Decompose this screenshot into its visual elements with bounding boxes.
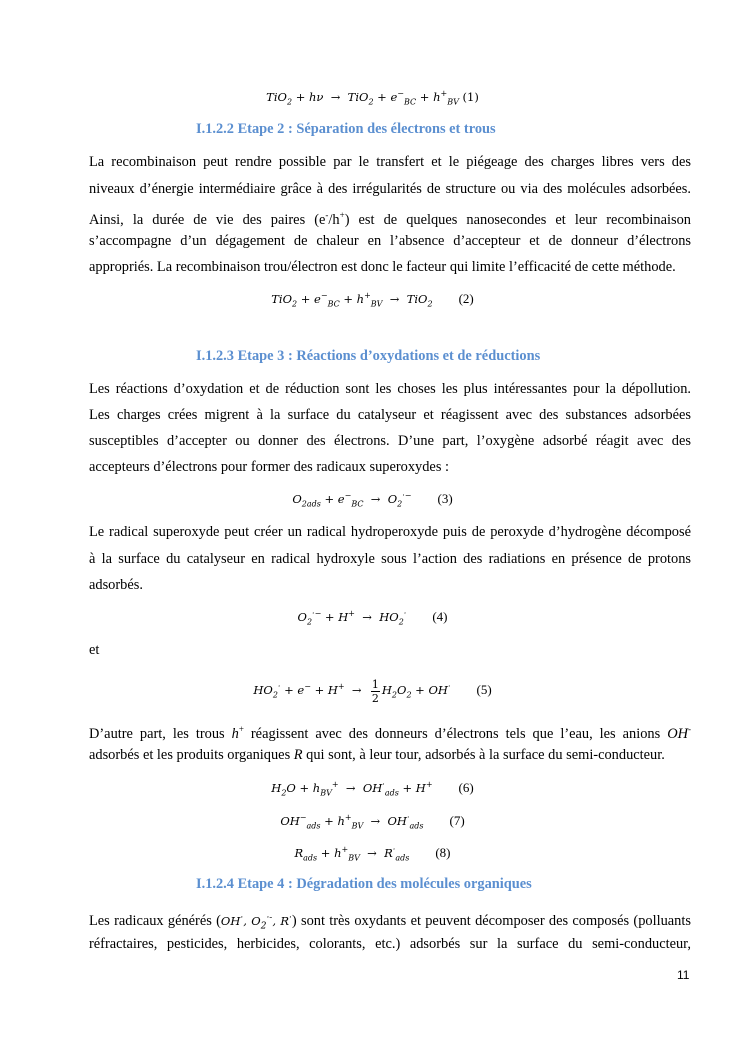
equation-8: $R_{ads} + h^+_{BV} \to R^\cdot_{ads}$ (8) bbox=[294, 845, 451, 863]
equation-1: $TiO_2 + h\nu \to TiO_2 + e^-_{BC} + h^+_{BV}$ (1) bbox=[266, 89, 479, 107]
text-line: accepteurs d’électrons pour former des radicaux superoxydes : bbox=[89, 459, 450, 475]
text-line: adsorbés. bbox=[89, 577, 143, 593]
equation-6: $H_2O + h_{BV}^+ \to OH^\cdot_{ads} + H^+$ (6) bbox=[271, 780, 474, 798]
text-line: réfractaires, pesticides, herbicides, colorants, etc.) adsorbés sur la surface du semi-conducteur, bbox=[89, 936, 691, 952]
text-line: Les radicaux générés (OH·, $O_2^{\cdot-}$, R·) sont très oxydants et peuvent décomposer des composés (polluants bbox=[89, 912, 691, 932]
heading-etape-3: I.1.2.3 Etape 3 : Réactions d’oxydations et de réductions bbox=[196, 348, 541, 364]
equation-5: $HO_2^\cdot + e^- + H^+$ → $\frac{1}{2}$ $H_2O_2 + OH^\cdot$ (5) bbox=[253, 677, 492, 705]
page-number: 11 bbox=[677, 968, 690, 982]
text-line: niveaux d’énergie intermédiaire grâce à des irrégularités de structure ou via des molécules adsorbées. bbox=[89, 181, 691, 197]
equation-2: $TiO_2 + e^-_{BC} + h^+_{BV} \to TiO_2$ (2) bbox=[271, 291, 474, 309]
text-line: D’autre part, les trous h+ réagissent avec des donneurs d’électrons tels que l’eau, les anions OH- bbox=[89, 724, 691, 742]
text-line: appropriés. La recombinaison trou/électron est donc le facteur qui limite l’efficacité de cette méthode. bbox=[89, 259, 676, 275]
text-line: La recombinaison peut rendre possible par le transfert et le piégeage des charges libres vers des bbox=[89, 154, 691, 170]
text-line: s’accompagne d’un dégagement de chaleur en l’absence d’accepteur et de donneur d’électrons bbox=[89, 233, 691, 249]
text-line: Ainsi, la durée de vie des paires (e-/h+) est de quelques nanosecondes et leur recombinaison bbox=[89, 210, 691, 228]
equation-3: $O_{2ads} + e^-_{BC} \to O_2^{\cdot-}$ (3) bbox=[292, 491, 453, 509]
equation-7: $OH^-_{ads} + h^+_{BV} \to OH^\cdot_{ads}$ (7) bbox=[280, 813, 465, 831]
conjunction-et: et bbox=[89, 642, 100, 658]
text-line: Les charges crées migrent à la surface du catalyseur et réagissent avec des substances adsorbées bbox=[89, 407, 691, 423]
text-line: Les réactions d’oxydation et de réduction sont les choses les plus intéressantes pour la dépollution. bbox=[89, 381, 691, 397]
text-line: Le radical superoxyde peut créer un radical hydroperoxyde puis de peroxyde d’hydrogène décomposé bbox=[89, 524, 691, 540]
text-line: à la surface du catalyseur en radical hydroxyle sous l’action des radiations en présence de protons bbox=[89, 551, 691, 567]
text-line: susceptibles d’accepter ou donner des électrons. D’une part, l’oxygène adsorbé réagit avec des bbox=[89, 433, 691, 449]
equation-4: $O_2^{\cdot-} + H^+ \to HO_2^\cdot$ (4) bbox=[297, 609, 448, 627]
heading-etape-2: I.1.2.2 Etape 2 : Séparation des électrons et trous bbox=[196, 121, 496, 137]
text-line: adsorbés et les produits organiques R qui sont, à leur tour, adsorbés à la surface du semi-conducteur. bbox=[89, 747, 665, 763]
heading-etape-4: I.1.2.4 Etape 4 : Dégradation des molécules organiques bbox=[196, 876, 532, 892]
